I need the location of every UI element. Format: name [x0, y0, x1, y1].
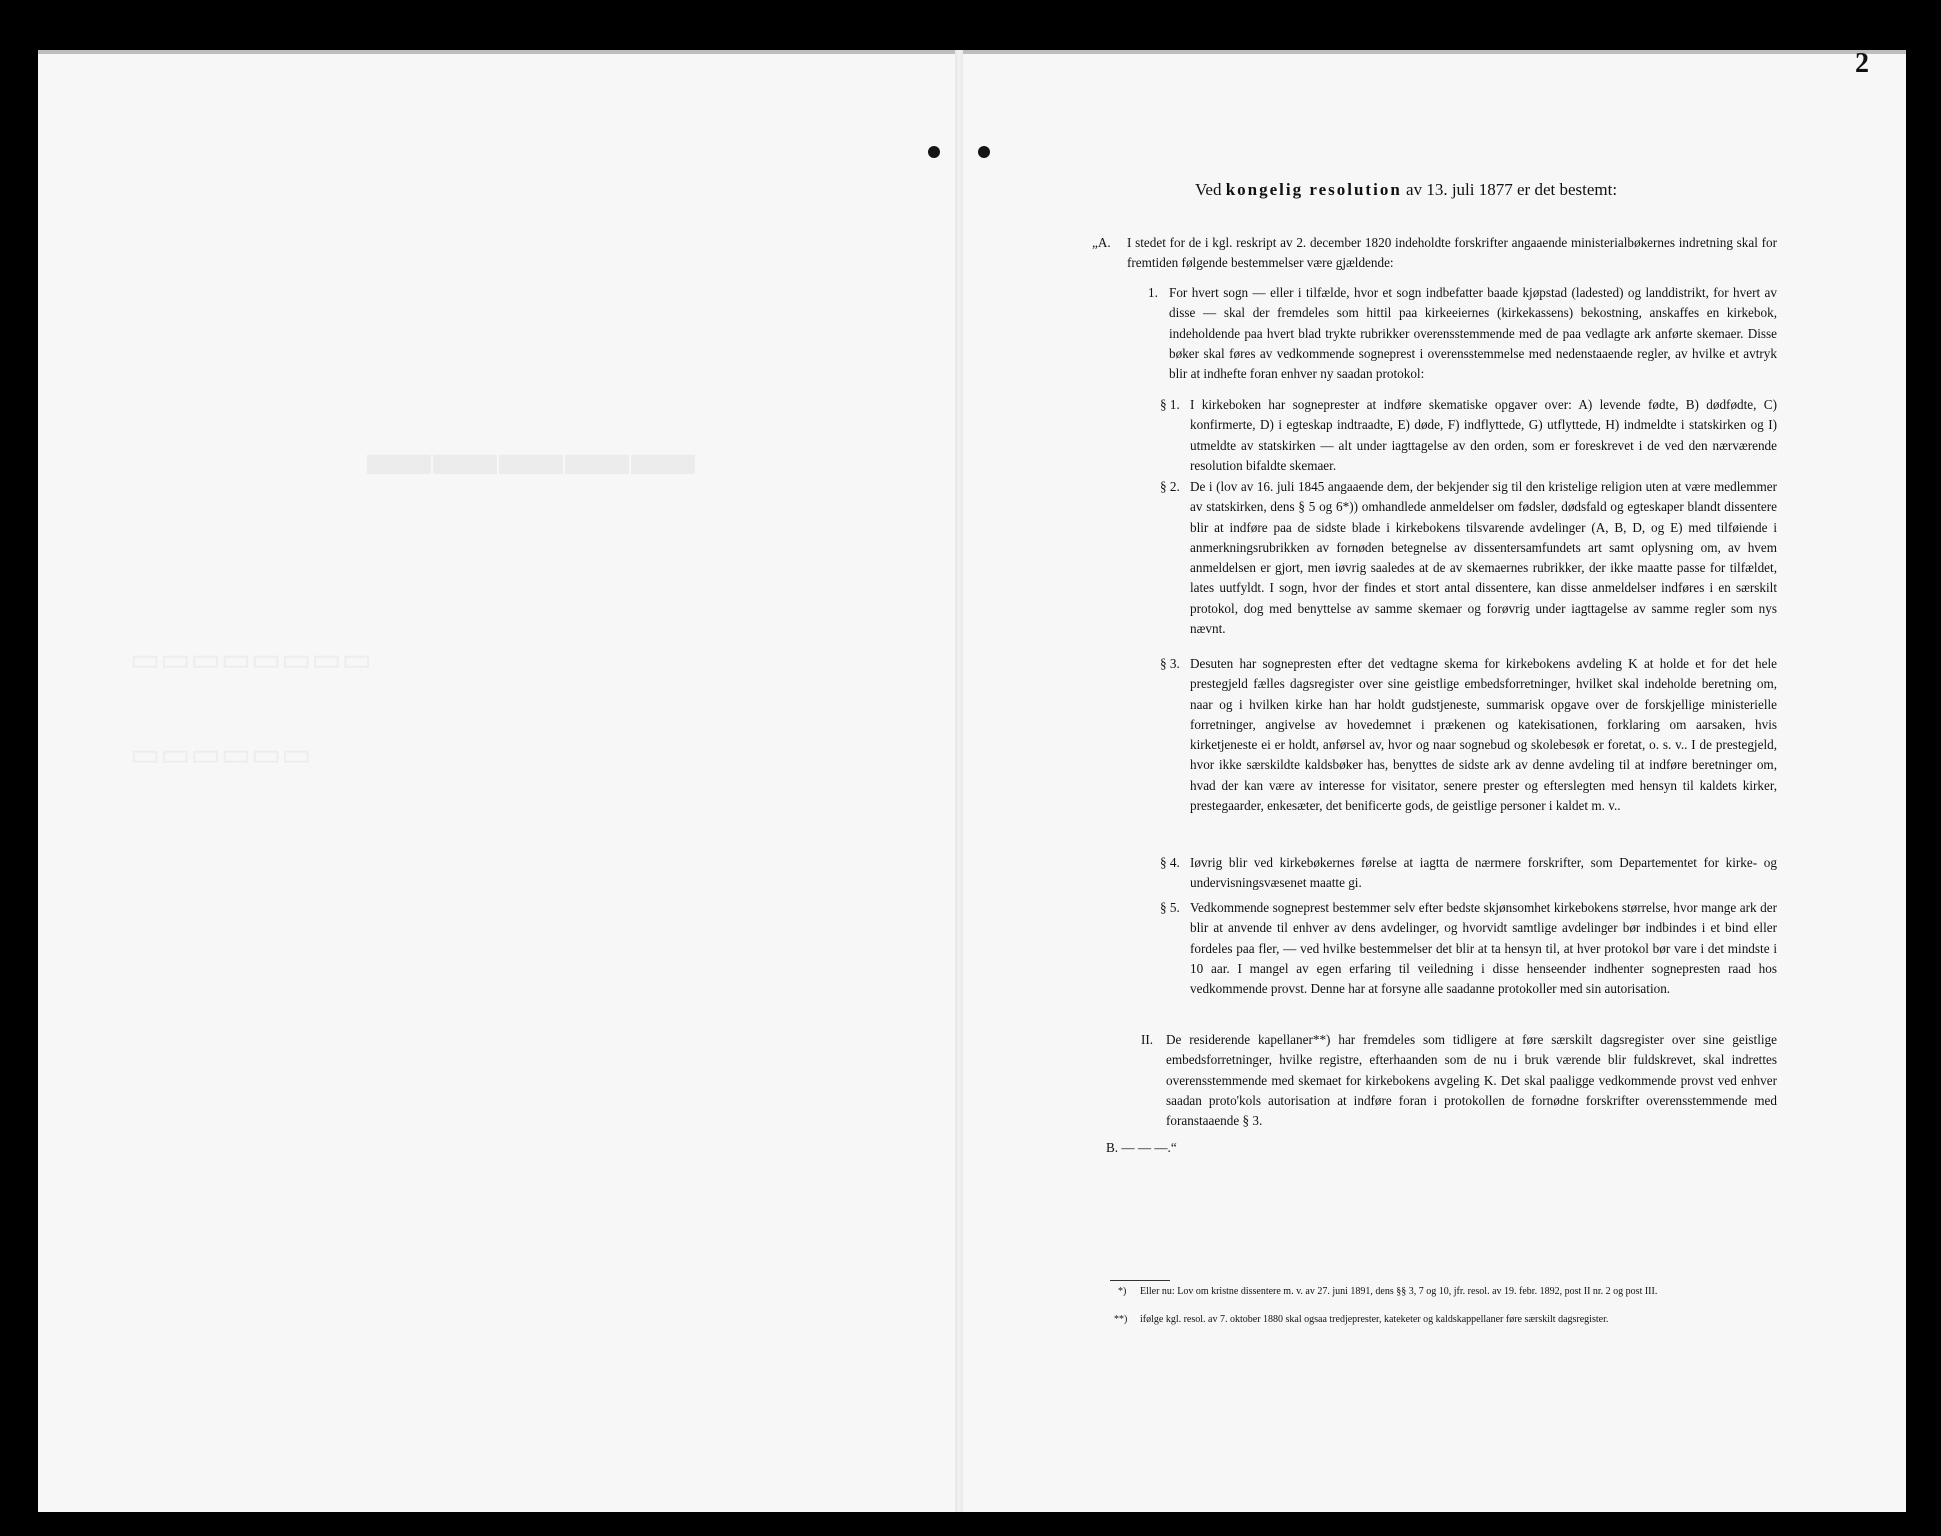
paragraph-marker: § 5. — [1160, 900, 1180, 915]
heading-bold: kongelig resolution — [1225, 180, 1402, 199]
paragraph-text: Iøvrig blir ved kirkebøkernes førelse at iagtta de nærmere forskrifter, som Departementet for kirke- og undervisningsvæsenet maatte gi. — [1190, 855, 1777, 891]
binding-hole-icon — [928, 146, 940, 158]
paragraph-text: Vedkommende sogneprest bestemmer selv efter bedste skjønsomhet kirkebokens størrelse, hvor mange ark der blir at anvende til enhver av dens avdelinger, og hvorvidt samtlige avdelinger bør indbindes i et bind eller fordeles paa fler, — ved hvilke bestemmelser det blir at ta hensyn til, at hver protokol bør vare i det mindste i 10 aar. I mangel av egen erfaring til veiledning i disse henseender indhenter sognepresten raad hos vedkommende provst. Denne har at forsyne alle saadanne protokoller med sin autorisation. — [1190, 900, 1777, 997]
page-heading — [1195, 180, 1617, 200]
paragraph-marker: § 4. — [1160, 855, 1180, 870]
section-b-text: B. — — —.“ — [1106, 1140, 1177, 1155]
book-gutter — [955, 50, 963, 1512]
section-a-marker: „A. — [1092, 235, 1111, 250]
page-number: 2 — [1855, 48, 1869, 79]
footnote-text: ifølge kgl. resol. av 7. oktober 1880 skal ogsaa tredjeprester, kateketer og kaldskappellaner føre særskilt dagsregister. — [1140, 1314, 1609, 1325]
item2-marker: II. — [1141, 1032, 1154, 1047]
paragraph-marker: § 1. — [1160, 397, 1180, 412]
item2-text: De residerende kapellaner**) har fremdeles som tidligere at føre særskilt dagsregister over sine geistlige embedsforretninger, hvilke registre, efterhaanden som de nu i bruk værende blir fuldskrevet, skal indrettes overensstemmende med skemaet for kirkebokens avgeling K. Det skal paaligge vedkommende provst ved enhver saadan proto'kols autorisation at indføre foran i protokollen de fornødne forskrifter overensstemmende med foranstaaende § 3. — [1166, 1032, 1777, 1129]
heading-prefix: Ved — [1195, 180, 1222, 199]
heading-suffix: av 13. juli 1877 er det bestemt: — [1406, 180, 1618, 199]
paragraph-text: Desuten har sognepresten efter det vedtagne skema for kirkebokens avdeling K at holde et for det hele prestegjeld fælles dagsregister over sine geistlige embedsforretninger, hvilket skal indeholde beretning om, naar og i hvilken kirke han har holdt gudstjeneste, summarisk opgave over de forskjellige ministerielle forretninger, angivelse av hovedemnet i prækenen og katekisationen, forklaring om aarsaken, hvis kirketjeneste ei er holdt, anførsel av, hvor og naar sognebud og skolebesøk er foretat, o. s. v.. I de prestegjeld, hvor ikke særskildte kaldsbøker has, benyttes de sidste ark av denne avdeling til at indføre beretninger om, hvad der kan være av interesse for visitator, senere prester og efterslegten med hensyn til kaldets kirker, prestegaarder, enkesæter, det benificerte gods, de geistlige personer i kaldet m. v.. — [1190, 656, 1777, 814]
footnote-marker: **) — [1114, 1314, 1128, 1325]
footnote-marker: *) — [1118, 1286, 1127, 1297]
ghost-line-mark: ▭▭▭▭▭▭▭▭ — [130, 641, 372, 677]
binding-hole-icon — [978, 146, 990, 158]
footnote-divider — [1110, 1280, 1170, 1281]
item1-marker: 1. — [1148, 285, 1158, 300]
page-top-edge — [38, 50, 1906, 54]
item1-text: For hvert sogn — eller i tilfælde, hvor et sogn indbefatter baade kjøpstad (ladested) og landdistrikt, for hvert av disse — skal der fremdeles som hittil paa kirkeeiernes (kirkekassens) bekostning, anskaffes en kirkebok, indeholdende paa hvert blad trykte rubrikker overensstemmende med de paa vedlagte ark anførte skemaer. Disse bøker skal føres av vedkommende sogneprest i overensstemmelse med nedenstaaende regler, av hvilke et avtryk blir at indhefte foran enhver ny saadan protokol: — [1169, 285, 1777, 382]
ghost-line-mark: ▭▭▭▭▭▭ — [130, 736, 312, 772]
paragraph-marker: § 3. — [1160, 656, 1180, 671]
footnote-text: Eller nu: Lov om kristne dissentere m. v. av 27. juni 1891, dens §§ 3, 7 og 10, jfr. resol. av 19. febr. 1892, post II nr. 2 og post III. — [1140, 1286, 1658, 1297]
paragraph-marker: § 2. — [1160, 479, 1180, 494]
section-a-intro: I stedet for de i kgl. reskript av 2. december 1820 indeholdte forskrifter angaaende ministerialbøkernes indretning skal for fremtiden følgende bestemmelser være gjældende: — [1127, 235, 1777, 271]
paragraph-text: I kirkeboken har sogneprester at indføre skematiske opgaver over: A) levende fødte, B) dødfødte, C) konfirmerte, D) i egteskap indtraadte, E) døde, F) indflyttede, G) utflyttede, H) indmeldte i statskirken og I) utmeldte av statskirken — alt under iagttagelse av den orden, som er foreskrevet i de ved den nærværende resolution bifaldte skemaer. — [1190, 397, 1777, 473]
ghost-title-mark: ▬▬▬▬▬ — [365, 416, 695, 488]
paragraph-text: De i (lov av 16. juli 1845 angaaende dem, der bekjender sig til den kristelige religion uten at være medlemmer av statskirken, dens § 5 og 6*)) omhandlede anmeldelser om fødsler, dødsfald og egteskaper blandt dissentere blir at indføre paa de sidste blade i kirkebokens tilsvarende avdelinger (A, B, D, og E) med tilføiende i anmerkningsrubrikken av fornøden betegnelse av dissentersamfundets art samt oplysning om, av hvem anmeldelsen er gjort, men iøvrig saaledes at de av skemaernes rubrikker, der ikke maatte passe for tilfældet, lates uutfyldt. I sogn, hvor der findes et stort antal dissentere, kan disse anmeldelser indføres i en særskilt protokol, dog med benyttelse av samme skemaer og forøvrig under iagttagelse av samme regler som nys nævnt. — [1190, 479, 1777, 637]
